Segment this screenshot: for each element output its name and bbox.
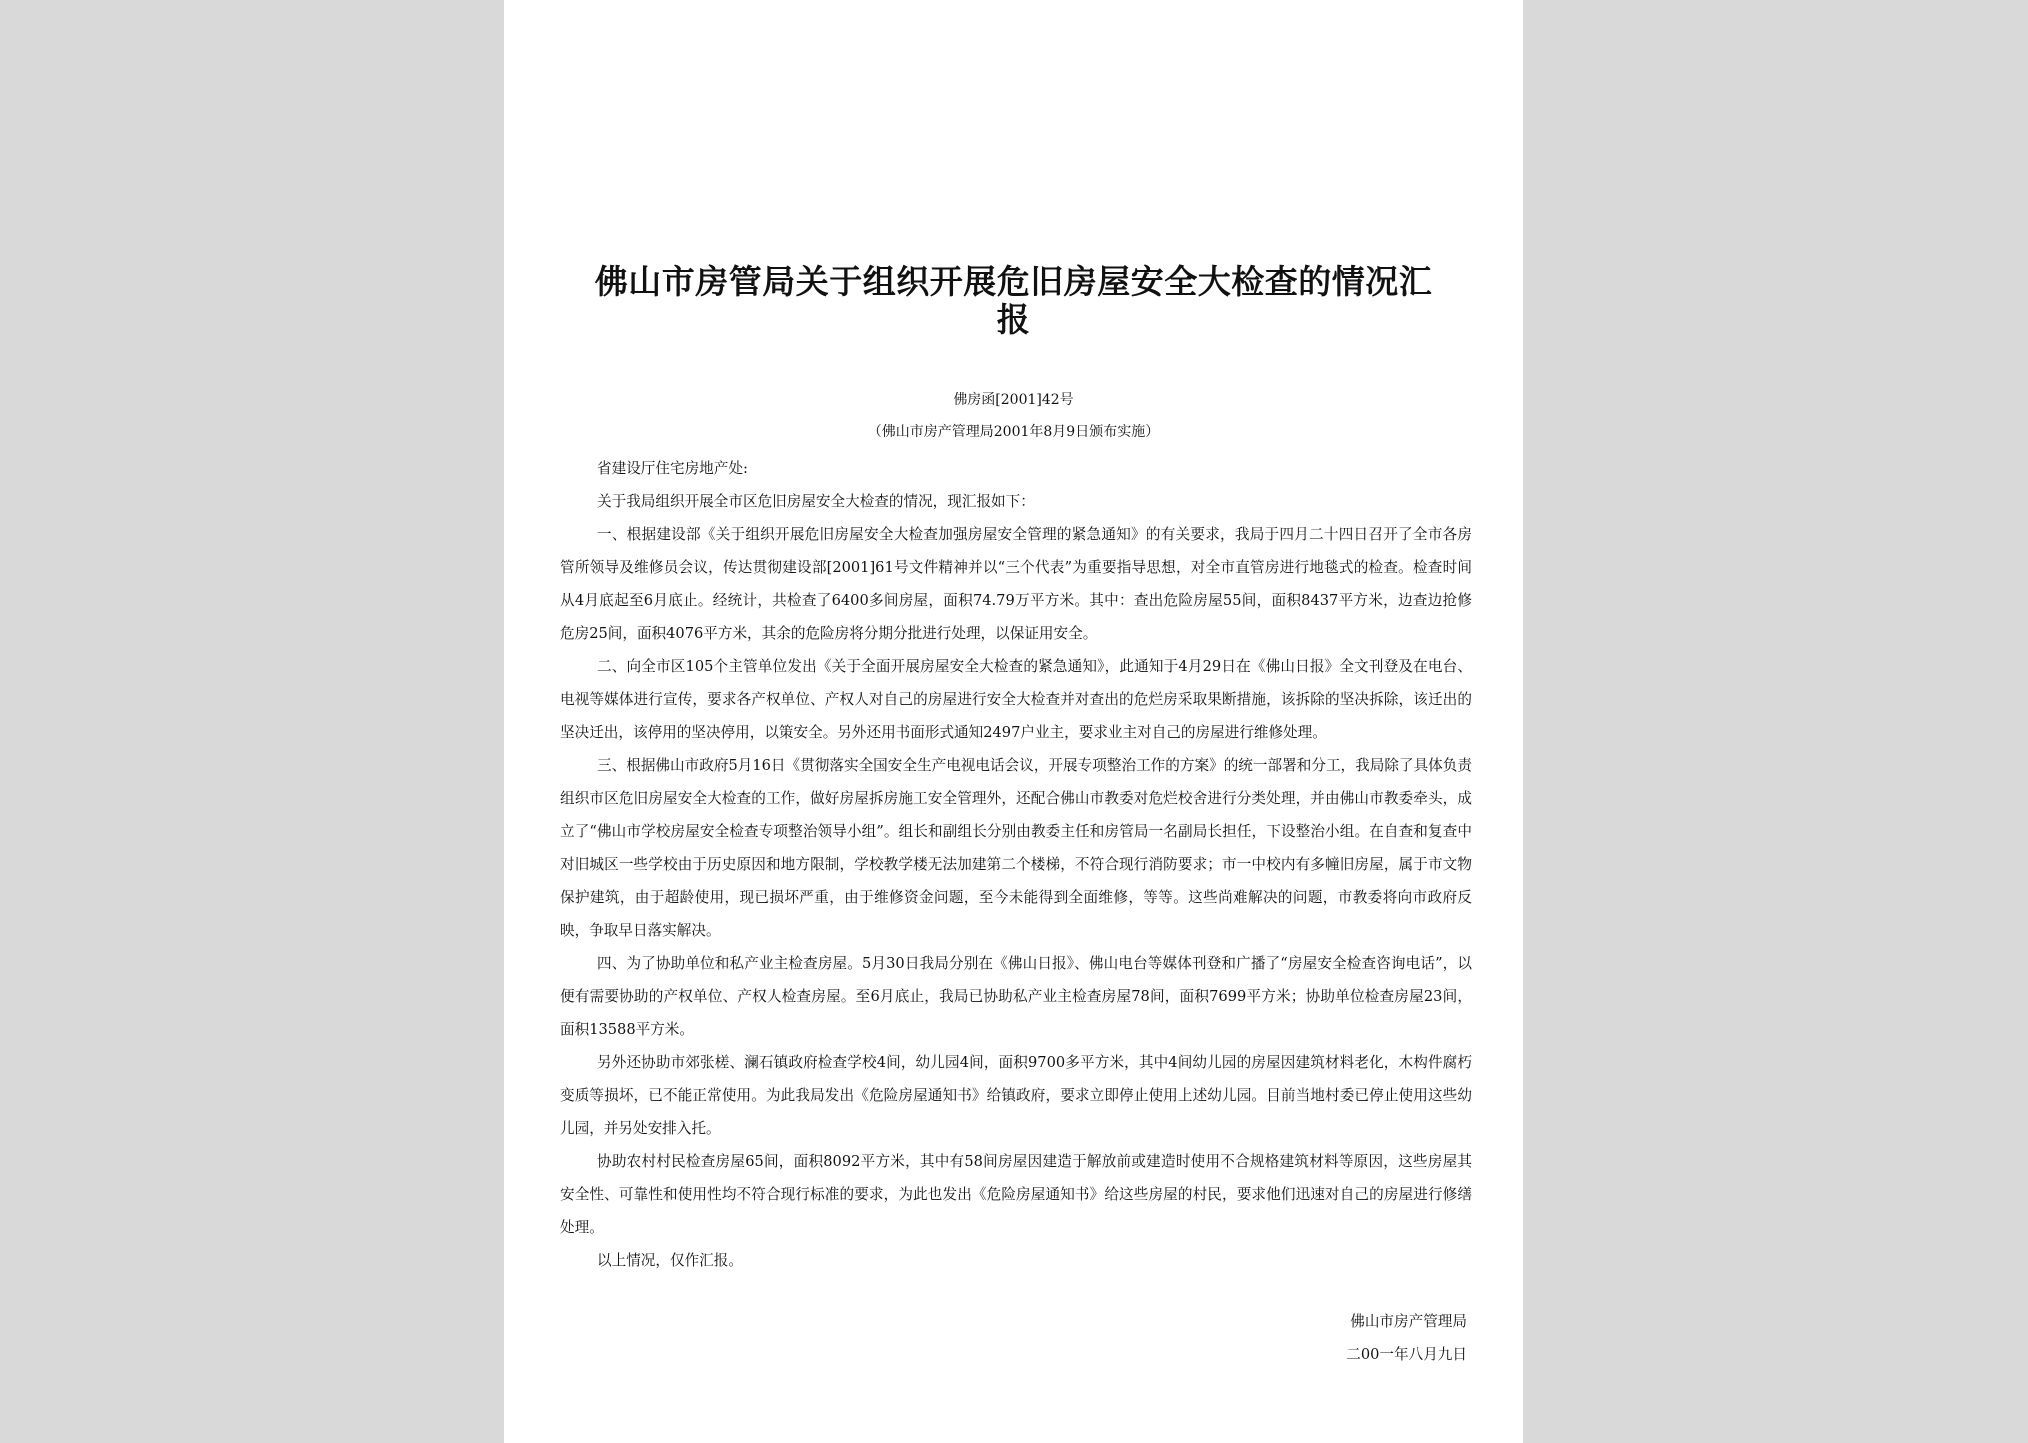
recipient-line: 省建设厅住宅房地产处: <box>597 460 748 477</box>
body-paragraph: 协助农村村民检查房屋65间，面积8092平方米，其中有58间房屋因建造于解放前或建造时使用不合规格建筑材料等原因，这些房屋其安全性、可靠性和使用性均不符合现行标准的要求，为此也发出《危险房屋通知书》给这些房屋的村民，要求他们迅速对自己的房屋进行修缮处理。 <box>560 1153 1472 1236</box>
document-body <box>560 452 1472 1277</box>
signature-date: 二00一年八月九日 <box>1346 1346 1467 1363</box>
body-paragraph: 四、为了协助单位和私产业主检查房屋。5月30日我局分别在《佛山日报》、佛山电台等媒体刊登和广播了“房屋安全检查咨询电话”，以便有需要协助的产权单位、产权人检查房屋。至6月底止，我局已协助私产业主检查房屋78间，面积7699平方米；协助单位检查房屋23间，面积13588平方米。 <box>560 955 1472 1038</box>
body-paragraph: 三、根据佛山市政府5月16日《贯彻落实全国安全生产电视电话会议，开展专项整治工作的方案》的统一部署和分工，我局除了具体负责组织市区危旧房屋安全大检查的工作，做好房屋拆房施工安全管理外，还配合佛山市教委对危烂校舍进行分类处理，并由佛山市教委牵头，成立了“佛山市学校房屋安全检查专项整治领导小组”。组长和副组长分别由教委主任和房管局一名副局长担任，下设整治小组。在自查和复查中对旧城区一些学校由于历史原因和地方限制，学校教学楼无法加建第二个楼梯，不符合现行消防要求；市一中校内有多幢旧房屋，属于市文物保护建筑，由于超龄使用，现已损坏严重，由于维修资金问题，至今未能得到全面维修，等等。这些尚难解决的问题，市教委将向市政府反映，争取早日落实解决。 <box>560 757 1472 939</box>
signature-block <box>1346 1305 1467 1371</box>
body-paragraph: 一、根据建设部《关于组织开展危旧房屋安全大检查加强房屋安全管理的紧急通知》的有关要求，我局于四月二十四日召开了全市各房管所领导及维修员会议，传达贯彻建设部[2001]61号文件精神并以“三个代表”为重要指导思想，对全市直管房进行地毯式的检查。检查时间从4月底起至6月底止。经统计，共检查了6400多间房屋，面积74.79万平方米。其中：查出危险房屋55间，面积8437平方米，边查边抢修危房25间，面积4076平方米，其余的危险房将分期分批进行处理，以保证用安全。 <box>560 526 1472 642</box>
document-page <box>504 0 1523 1443</box>
body-paragraph: 关于我局组织开展全市区危旧房屋安全大检查的情况，现汇报如下： <box>597 493 1035 510</box>
issued-note: （佛山市房产管理局2001年8月9日颁布实施） <box>867 424 1160 440</box>
body-paragraph: 另外还协助市郊张槎、澜石镇政府检查学校4间，幼儿园4间，面积9700多平方米，其中4间幼儿园的房屋因建筑材料老化，木构件腐朽变质等损坏，已不能正常使用。为此我局发出《危险房屋通知书》给镇政府，要求立即停止使用上述幼儿园。目前当地村委已停止使用这些幼儿园，并另处安排入托。 <box>560 1054 1472 1137</box>
signature-org: 佛山市房产管理局 <box>1350 1313 1467 1330</box>
closing-line: 以上情况，仅作汇报。 <box>597 1252 743 1269</box>
body-paragraph: 二、向全市区105个主管单位发出《关于全面开展房屋安全大检查的紧急通知》，此通知于4月29日在《佛山日报》全文刊登及在电台、电视等媒体进行宣传，要求各产权单位、产权人对自己的房屋进行安全大检查并对查出的危烂房采取果断措施，该拆除的坚决拆除，该迁出的坚决迁出，该停用的坚决停用，以策安全。另外还用书面形式通知2497户业主，要求业主对自己的房屋进行维修处理。 <box>560 658 1472 741</box>
document-number: 佛房函[2001]42号 <box>953 392 1074 408</box>
document-title: 佛山市房管局关于组织开展危旧房屋安全大检查的情况汇报 <box>594 262 1433 339</box>
